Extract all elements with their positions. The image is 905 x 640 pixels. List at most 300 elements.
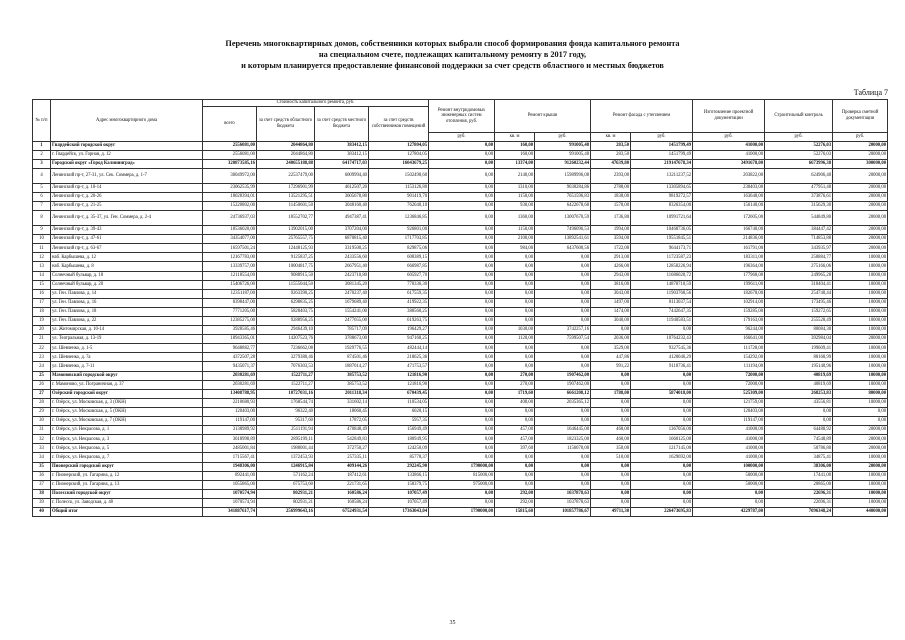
row-value: 0,00 — [495, 289, 535, 298]
row-value: 0,00 — [495, 407, 535, 416]
row-value: 0,00 — [591, 326, 631, 335]
row-number: 2 — [33, 150, 51, 159]
row-value: 14878710,59 — [631, 280, 693, 289]
row-value: 20865,00 — [765, 480, 833, 489]
row-value: 11903768,56 — [631, 289, 693, 298]
row-value: 10000,00 — [833, 317, 888, 326]
row-value: 0,00 — [429, 183, 495, 192]
row-value: 160586,24 — [315, 498, 369, 507]
row-value: 292,00 — [495, 498, 535, 507]
row-address: г. Озёрск, ул. Московская, д. 3 (ОКН) — [51, 398, 203, 407]
row-value: 257335,11 — [315, 453, 369, 462]
table-body — [33, 141, 888, 517]
row-value: 0,00 — [429, 192, 495, 201]
table-row — [33, 159, 888, 168]
header-num: № п/п — [33, 100, 51, 142]
row-value: 20000,00 — [833, 462, 888, 471]
row-value: 159272,65 — [765, 307, 833, 316]
row-address: ул. Ген. Павлова, д. 14 — [51, 289, 203, 298]
row-address: ул. Житомирская, д. 10-14 — [51, 326, 203, 335]
row-value: 20000,00 — [833, 201, 888, 210]
table-row — [33, 192, 888, 201]
row-address: Солнечный бульвар, д. 18 — [51, 271, 203, 280]
row-value: 3816,00 — [591, 280, 631, 289]
row-value: 388560,25 — [369, 307, 429, 316]
row-value: 0,00 — [535, 480, 591, 489]
row-value: 0,00 — [429, 362, 495, 371]
row-address: ул. Шевченко, д. 7а — [51, 353, 203, 362]
row-value: 0,00 — [535, 471, 591, 480]
row-value: 0,00 — [631, 417, 693, 426]
row-value: 0,00 — [429, 417, 495, 426]
row-value: 6437600,56 — [535, 244, 591, 253]
row-value: 419922,35 — [369, 298, 429, 307]
row-address: Ленинский пр-т, д. 35-37, ул. Ген. Соммера, д. 2-4 — [51, 211, 203, 226]
header-facade: Ремонт фасада с утеплением — [591, 100, 693, 133]
row-value: 2667951,40 — [315, 262, 369, 271]
row-value: 1788,00 — [591, 389, 631, 398]
row-value: 270,00 — [495, 380, 535, 389]
row-number: 35 — [33, 462, 51, 471]
row-value: 350,00 — [591, 444, 631, 453]
row-value: 3279380,46 — [257, 353, 315, 362]
row-value: 10727031,16 — [257, 389, 315, 398]
row-value: 1156070,00 — [535, 444, 591, 453]
row-value: 9263390,25 — [257, 289, 315, 298]
row-value: 0,00 — [429, 444, 495, 453]
row-value: 457,00 — [495, 426, 535, 435]
row-value: 3594,00 — [591, 235, 631, 244]
row-value: 670439,45 — [369, 389, 429, 398]
row-number: 20 — [33, 326, 51, 335]
row-value: 1994,00 — [591, 226, 631, 235]
row-value: 930,00 — [495, 201, 535, 210]
row-value: 3707204,00 — [315, 226, 369, 235]
row-value: 121816,90 — [369, 380, 429, 389]
row-value: 975000,00 — [429, 480, 495, 489]
row-value: 0,00 — [429, 253, 495, 262]
row-number: 8 — [33, 211, 51, 226]
row-value: 397,60 — [495, 444, 535, 453]
row-value: 0,00 — [495, 298, 535, 307]
row-value: 1310,00 — [495, 183, 535, 192]
row-value: 256999643,16 — [257, 507, 315, 516]
row-value: 9030284,86 — [535, 183, 591, 192]
row-value: 770336,30 — [369, 280, 429, 289]
row-value: 0,00 — [429, 235, 495, 244]
row-value: 13339757,00 — [203, 262, 257, 271]
row-number: 5 — [33, 183, 51, 192]
row-value: 41000,00 — [693, 453, 765, 462]
table-row — [33, 168, 888, 183]
row-value: 3928585,46 — [203, 326, 257, 335]
row-value: 91260232,44 — [535, 159, 591, 168]
row-value: 20000,00 — [833, 235, 888, 244]
row-value: 0,00 — [535, 317, 591, 326]
row-value: 11686020,72 — [631, 271, 693, 280]
header-unit: руб. — [833, 132, 888, 141]
row-value: 624906,40 — [765, 168, 833, 183]
row-value: 1679689,40 — [315, 298, 369, 307]
header-total: всего — [203, 106, 257, 141]
row-value: 1715567,41 — [203, 453, 257, 462]
row-value: 15220802,00 — [203, 201, 257, 210]
row-value: 1153126,80 — [369, 183, 429, 192]
row-value: 4120046,29 — [631, 353, 693, 362]
title-line: и которым планируется предоставление финансовой поддержки за счет средств областного и местных бюджетов — [241, 61, 664, 70]
row-value: 20000,00 — [833, 435, 888, 444]
row-value: 10000,00 — [833, 307, 888, 316]
row-value: 107057,49 — [369, 489, 429, 498]
row-value: 11940583,51 — [631, 317, 693, 326]
row-value: 22537479,00 — [257, 168, 315, 183]
header-unit: руб. — [429, 132, 495, 141]
row-value: 41000,00 — [693, 141, 765, 150]
row-value: 3138989,92 — [203, 426, 257, 435]
repair-table-container — [32, 99, 887, 517]
row-value: 0,00 — [535, 262, 591, 271]
row-value: 318404,41 — [765, 280, 833, 289]
row-value: 0,00 — [631, 498, 693, 507]
row-value: 10000,00 — [833, 480, 888, 489]
row-value: 80000,00 — [833, 389, 888, 398]
row-value: 3043,00 — [591, 289, 631, 298]
row-number: 37 — [33, 480, 51, 489]
row-number: 18 — [33, 307, 51, 316]
table-header — [33, 100, 888, 142]
row-value: 0,00 — [429, 307, 495, 316]
row-value: 0,00 — [429, 426, 495, 435]
table-row — [33, 507, 888, 516]
row-value: 180949,95 — [369, 435, 429, 444]
row-value: 1907462,00 — [535, 371, 591, 380]
row-value: 1790000,00 — [429, 507, 495, 516]
row-address: Мамоновский городской округ — [51, 371, 203, 380]
row-value: 0,00 — [631, 407, 693, 416]
row-value: 120403,00 — [203, 407, 257, 416]
row-address: Полесский городской округ — [51, 489, 203, 498]
row-number: 33 — [33, 444, 51, 453]
header-owners: за счет средств собственников помещений — [369, 106, 429, 141]
row-value: 133866,15 — [369, 471, 429, 480]
row-value: 20000,00 — [833, 426, 888, 435]
row-value: 10764232,43 — [631, 335, 693, 344]
row-value: 9819272,57 — [631, 192, 693, 201]
row-value: 1372453,93 — [257, 453, 315, 462]
row-value: 0,00 — [495, 280, 535, 289]
table-row — [33, 326, 888, 335]
row-value: 270,00 — [495, 371, 535, 380]
row-value: 38306,00 — [765, 462, 833, 471]
row-value: 714853,88 — [765, 235, 833, 244]
row-value: 0,00 — [535, 407, 591, 416]
row-value: 124250,09 — [369, 444, 429, 453]
row-value: 50000,00 — [693, 480, 765, 489]
row-value: 1768544,74 — [257, 398, 315, 407]
row-value: 0,00 — [631, 326, 693, 335]
row-value: 12385275,00 — [203, 317, 257, 326]
row-value: 343935,97 — [765, 244, 833, 253]
header-cost: Стоимость капитального ремонта, руб. — [203, 100, 429, 107]
row-number: 32 — [33, 435, 51, 444]
row-value: 0,00 — [495, 353, 535, 362]
row-value: 0,00 — [591, 371, 631, 380]
row-value: 315629,30 — [765, 201, 833, 210]
row-value: 10000,00 — [833, 398, 888, 407]
row-value: 249965,28 — [765, 271, 833, 280]
row-value: 1736,80 — [591, 211, 631, 226]
header-local: за счет средств местного бюджета — [315, 106, 369, 141]
row-value: 0,00 — [429, 150, 495, 159]
row-value: 19551845,51 — [631, 235, 693, 244]
row-value: 1660125,00 — [631, 435, 693, 444]
row-value: 13408788,95 — [203, 389, 257, 398]
row-value: 6020,15 — [369, 407, 429, 416]
repair-table — [32, 99, 888, 517]
row-address: ул. Ген. Павлова, д. 22 — [51, 317, 203, 326]
row-value: 199611,00 — [693, 280, 765, 289]
row-value: 0,00 — [429, 201, 495, 210]
row-value: 218625,36 — [369, 353, 429, 362]
row-number: 7 — [33, 201, 51, 210]
row-number: 17 — [33, 298, 51, 307]
row-value: 0,00 — [429, 141, 495, 150]
row-value: 10000,00 — [833, 362, 888, 371]
row-value: 13521295,51 — [257, 192, 315, 201]
row-value: 50000,00 — [693, 471, 765, 480]
row-value: 41000,00 — [693, 426, 765, 435]
row-address: наб. Карбышева, д. 8 — [51, 262, 203, 271]
row-value: 785717,09 — [315, 326, 369, 335]
row-value: 8398447,00 — [203, 298, 257, 307]
row-value: 320873585,16 — [203, 159, 257, 168]
row-value: 10000,00 — [833, 453, 888, 462]
row-value: 542849,83 — [315, 435, 369, 444]
header-roof: Ремонт крыши — [495, 100, 591, 133]
table-row — [33, 398, 888, 407]
row-address: Озёрский городской округ — [51, 389, 203, 398]
row-value: 250884,77 — [765, 253, 833, 262]
row-number: 6 — [33, 192, 51, 201]
table-row — [33, 389, 888, 398]
row-value: 1451799,49 — [631, 141, 693, 150]
table-row — [33, 317, 888, 326]
row-value: 7771205,00 — [203, 307, 257, 316]
row-number: 4 — [33, 168, 51, 183]
row-value: 13007670,59 — [535, 211, 591, 226]
row-value: 17441,00 — [765, 471, 833, 480]
row-value: 4612507,20 — [315, 183, 369, 192]
row-value: 10468736,05 — [631, 226, 693, 235]
row-value: 0,00 — [495, 462, 535, 471]
table-row — [33, 371, 888, 380]
row-address: г. Озёрск, ул. Некрасова, д. 7 — [51, 453, 203, 462]
row-value: 3048160,40 — [315, 201, 369, 210]
row-value: 619263,75 — [369, 317, 429, 326]
row-value: 196364,00 — [693, 262, 765, 271]
row-value: 5957,35 — [369, 417, 429, 426]
row-value: 11555044,50 — [257, 280, 315, 289]
row-value: 121759,00 — [693, 398, 765, 407]
row-value: 12448125,93 — [257, 244, 315, 253]
row-value: 47639,80 — [591, 159, 631, 168]
row-value: 11450601,50 — [257, 201, 315, 210]
row-value: 283,50 — [591, 150, 631, 159]
row-number: 15 — [33, 280, 51, 289]
row-value: 199609,41 — [765, 344, 833, 353]
row-value: 0,00 — [429, 335, 495, 344]
table-row — [33, 201, 888, 210]
row-value: 230403,00 — [693, 183, 765, 192]
row-value: 2423710,80 — [315, 271, 369, 280]
row-value: 372750,27 — [315, 444, 369, 453]
row-value: 11723587,23 — [631, 253, 693, 262]
row-value: 666987,85 — [369, 262, 429, 271]
row-value: 3081345,20 — [315, 280, 369, 289]
row-value: 161791,00 — [693, 244, 765, 253]
row-value: 605927,70 — [369, 271, 429, 280]
row-address: г. Озёрск, ул. Некрасова, д. 3 — [51, 435, 203, 444]
row-address: г. Пионерский, ул. Гагарина, д. 12 — [51, 471, 203, 480]
row-value: 43556,81 — [765, 398, 833, 407]
row-value: 1929776,55 — [315, 344, 369, 353]
row-value: 0,00 — [591, 471, 631, 480]
row-address: ул. Театральная, д. 13-19 — [51, 335, 203, 344]
row-value: 0,00 — [833, 417, 888, 426]
row-value: 0,00 — [591, 462, 631, 471]
row-value: 0,00 — [495, 271, 535, 280]
row-value: 617559,35 — [369, 289, 429, 298]
row-value: 17296901,99 — [257, 183, 315, 192]
row-value: 13892541,61 — [535, 235, 591, 244]
row-value: 20000,00 — [833, 444, 888, 453]
header-address: Адрес многоквартирного дома — [51, 100, 203, 142]
row-value: 1948306,00 — [203, 462, 257, 471]
table-row — [33, 289, 888, 298]
row-value: 1150,00 — [495, 226, 535, 235]
row-value: 829875,06 — [369, 244, 429, 253]
row-value: 510,00 — [591, 453, 631, 462]
row-value: 0,00 — [429, 168, 495, 183]
header-unit: руб. — [765, 132, 833, 141]
row-value: 2788,00 — [591, 183, 631, 192]
row-value: 447,86 — [591, 353, 631, 362]
row-value: 984,00 — [495, 244, 535, 253]
row-value: 815000,00 — [429, 471, 495, 480]
table-row — [33, 183, 888, 192]
row-address: Ленинский пр-т, д. 47-61 — [51, 235, 203, 244]
row-value: 14207523,76 — [257, 335, 315, 344]
row-value: 1236846,85 — [369, 211, 429, 226]
row-value: 10000,00 — [833, 353, 888, 362]
row-value: 0,00 — [429, 371, 495, 380]
row-value: 0,00 — [495, 344, 535, 353]
row-value: 3319500,25 — [315, 244, 369, 253]
row-address: Ленинский пр-т, 27-31, ул. Сек. Соммера, д. 1-7 — [51, 168, 203, 183]
row-value: 525309,00 — [693, 389, 765, 398]
row-value: 5874018,00 — [631, 389, 693, 398]
header-design: Изготовление проектной документации — [693, 100, 765, 133]
row-value: 34875,41 — [765, 453, 833, 462]
table-row — [33, 417, 888, 426]
row-value: 6422678,68 — [535, 201, 591, 210]
row-value: 0,00 — [631, 462, 693, 471]
row-value: 1823325,00 — [535, 435, 591, 444]
row-value: 0,00 — [495, 480, 535, 489]
row-value: 41000,00 — [693, 435, 765, 444]
row-value: 17872,05 — [315, 417, 369, 426]
row-value: 409144,26 — [315, 462, 369, 471]
row-value: 15406726,00 — [203, 280, 257, 289]
row-value: 1502498,60 — [369, 168, 429, 183]
row-value: 9644173,71 — [631, 244, 693, 253]
row-value: 13211237,52 — [631, 168, 693, 183]
row-value: 0,00 — [429, 211, 495, 226]
row-value: 20000,00 — [833, 226, 888, 235]
row-value: 1474,00 — [591, 307, 631, 316]
table-row — [33, 426, 888, 435]
table-row — [33, 211, 888, 226]
row-value: 6298835,25 — [257, 298, 315, 307]
row-value: 2895199,11 — [257, 435, 315, 444]
row-value: 0,00 — [535, 271, 591, 280]
row-number: 23 — [33, 353, 51, 362]
row-value: 107057,49 — [369, 498, 429, 507]
table-row — [33, 435, 888, 444]
row-value: 88168,99 — [765, 353, 833, 362]
row-value: 926801,00 — [369, 226, 429, 235]
row-value: 0,00 — [535, 462, 591, 471]
row-value: 292,00 — [495, 489, 535, 498]
row-address: Гвардейский городской округ — [51, 141, 203, 150]
row-address: ул. Шевченко, д. 7-11 — [51, 362, 203, 371]
row-value: 10004817,75 — [257, 262, 315, 271]
row-value: 802931,21 — [257, 489, 315, 498]
row-value: 608389,15 — [369, 253, 429, 262]
row-value: 0,00 — [591, 380, 631, 389]
row-value: 0,00 — [495, 362, 535, 371]
row-value: 0,00 — [429, 407, 495, 416]
row-value: 195140,96 — [765, 362, 833, 371]
row-value: 30049972,00 — [203, 168, 257, 183]
row-value: 1070574,94 — [203, 489, 257, 498]
table-row — [33, 362, 888, 371]
row-value: 991,22 — [591, 362, 631, 371]
row-value: 166641,00 — [693, 335, 765, 344]
row-value: 0,00 — [535, 307, 591, 316]
row-value: 0,00 — [535, 298, 591, 307]
row-value: 10000,00 — [833, 344, 888, 353]
row-value: 3529,00 — [591, 344, 631, 353]
row-value: 22696,31 — [765, 498, 833, 507]
row-value: 64488,92 — [765, 426, 833, 435]
row-value: 1554241,00 — [315, 307, 369, 316]
row-value: 0,00 — [765, 417, 833, 426]
table-row — [33, 353, 888, 362]
row-value: 0,00 — [429, 317, 495, 326]
row-value: 385753,52 — [315, 371, 369, 380]
row-value: 23062535,99 — [203, 183, 257, 192]
row-number: 29 — [33, 407, 51, 416]
row-value: 40819,69 — [765, 380, 833, 389]
row-value: 10000,00 — [833, 253, 888, 262]
row-value: 10000,00 — [833, 471, 888, 480]
row-value: 2946439,10 — [257, 326, 315, 335]
row-address: г. Озёрск, ул. Некрасова, д. 5 — [51, 444, 203, 453]
row-address: г. Озёрск, ул. Московская, д. 5 (ОКН) — [51, 407, 203, 416]
row-value: 0,00 — [535, 289, 591, 298]
row-value: 41000,00 — [693, 444, 765, 453]
